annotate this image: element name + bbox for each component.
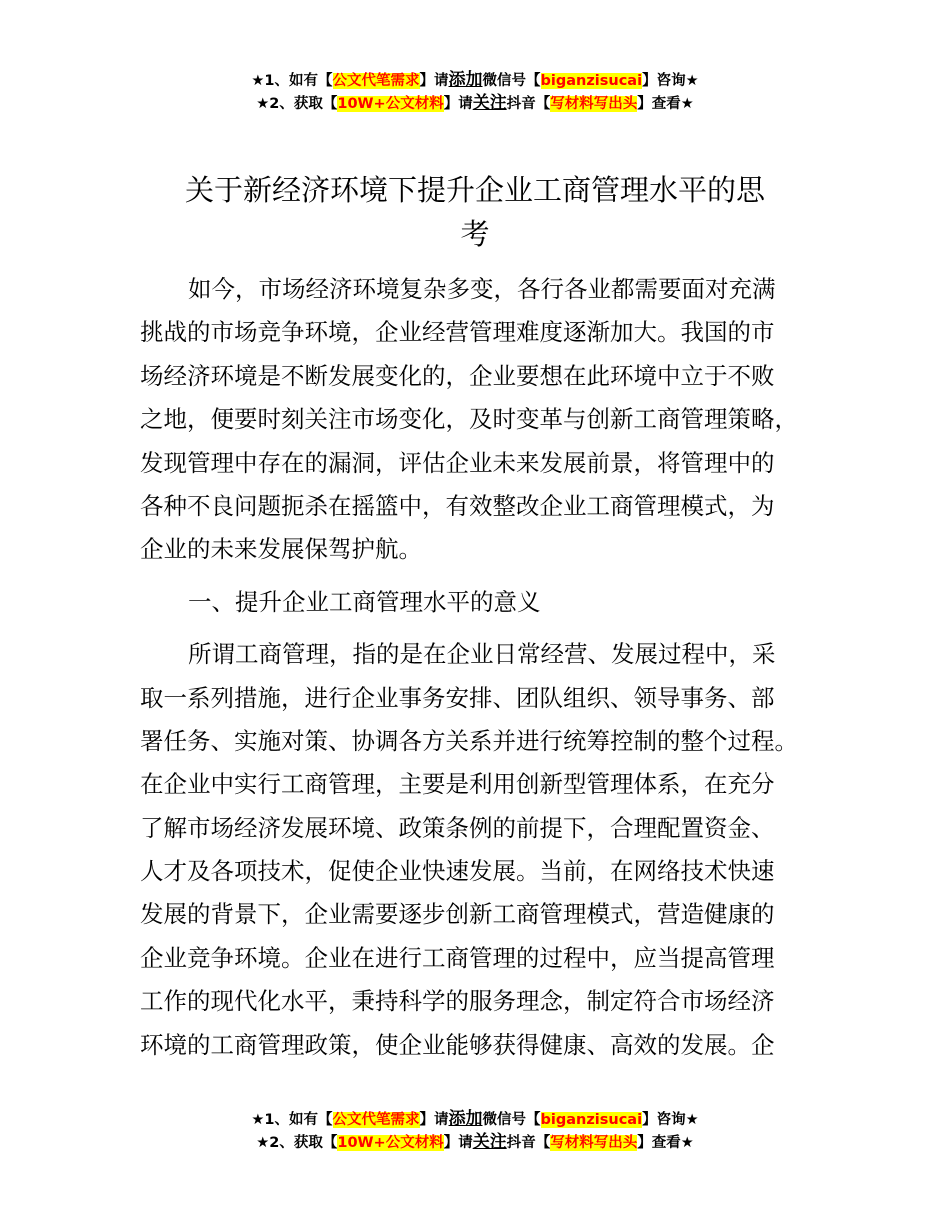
banner-text: 】咨询★ xyxy=(642,1112,699,1128)
paragraph-line: 工作的现代化水平，秉持科学的服务理念，制定符合市场经济 xyxy=(140,987,775,1016)
paragraph-line: 了解市场经济发展环境、政策条例的前提下，合理配置资金、 xyxy=(140,813,775,842)
banner-text: 】请 xyxy=(419,73,449,89)
paragraph-line: 发现管理中存在的漏洞，评估企业未来发展前景，将管理中的 xyxy=(140,448,775,477)
banner-line2 xyxy=(0,1131,950,1154)
underlined-text: 关注 xyxy=(472,1132,507,1152)
banner-text: ★1、如有【 xyxy=(251,73,333,89)
paragraph-line: 场经济环境是不断发展变化的，企业要想在此环境中立于不败 xyxy=(140,361,775,390)
banner-text: ★1、如有【 xyxy=(251,1112,333,1128)
banner-text: 】请 xyxy=(443,1135,473,1151)
title-line: 关于新经济环境下提升企业工商管理水平的思 xyxy=(184,173,765,207)
highlight-text: biganzisucai xyxy=(540,73,643,89)
banner-text: 】咨询★ xyxy=(642,73,699,89)
highlight-text: 10W+公文材料 xyxy=(337,96,444,112)
banner-text: 抖音【 xyxy=(506,96,551,112)
paragraph-line: 企业的未来发展保驾护航。 xyxy=(140,535,422,564)
banner-line1 xyxy=(0,69,950,92)
banner-text: 抖音【 xyxy=(506,1135,551,1151)
banner-text: 微信号【 xyxy=(482,73,541,89)
highlight-text: 写材料写出头 xyxy=(550,1135,638,1151)
banner-content xyxy=(0,1108,950,1154)
paragraph-line: 取一系列措施，进行企业事务安排、团队组织、领导事务、部 xyxy=(140,683,775,712)
paragraph-line: 挑战的市场竞争环境，企业经营管理难度逐渐加大。我国的市 xyxy=(140,318,775,347)
underlined-text: 关注 xyxy=(472,93,507,113)
paragraph-line: 发展的背景下，企业需要逐步创新工商管理模式，营造健康的 xyxy=(140,900,775,929)
paragraph-line: 环境的工商管理政策，使企业能够获得健康、高效的发展。企 xyxy=(140,1030,775,1059)
underlined-text: 添加 xyxy=(448,1109,483,1129)
banner-line1 xyxy=(0,1108,950,1131)
paragraph-line: 所谓工商管理，指的是在企业日常经营、发展过程中，采 xyxy=(188,640,776,669)
highlight-text: 写材料写出头 xyxy=(550,96,638,112)
banner-text: 】请 xyxy=(419,1112,449,1128)
paragraph-line: 各种不良问题扼杀在摇篮中，有效整改企业工商管理模式，为 xyxy=(140,491,775,520)
highlight-text: biganzisucai xyxy=(540,1112,643,1128)
highlight-text: 公文代笔需求 xyxy=(332,1112,420,1128)
banner-text: 】查看★ xyxy=(637,1135,694,1151)
banner-text: ★2、获取【 xyxy=(256,96,338,112)
banner-line2 xyxy=(0,92,950,115)
paragraph-line: 人才及各项技术，促使企业快速发展。当前，在网络技术快速 xyxy=(140,857,775,886)
banner-text: 】查看★ xyxy=(637,96,694,112)
title-line: 考 xyxy=(460,217,490,251)
banner-content xyxy=(0,69,950,115)
document-title xyxy=(130,168,820,256)
banner-text: 】请 xyxy=(443,96,473,112)
paragraph-line: 企业竞争环境。企业在进行工商管理的过程中，应当提高管理 xyxy=(140,943,775,972)
footer-banner xyxy=(0,1108,950,1154)
highlight-text: 10W+公文材料 xyxy=(337,1135,444,1151)
document-body xyxy=(140,268,840,1067)
paragraph-line: 如今，市场经济环境复杂多变，各行各业都需要面对充满 xyxy=(188,275,776,303)
highlight-text: 公文代笔需求 xyxy=(332,73,420,89)
banner-text: ★2、获取【 xyxy=(256,1135,338,1151)
section-heading: 一、提升企业工商管理水平的意义 xyxy=(188,587,541,616)
paragraph-line: 署任务、实施对策、协调各方关系并进行统筹控制的整个过程。 xyxy=(140,726,798,755)
paragraph-line: 在企业中实行工商管理，主要是利用创新型管理体系，在充分 xyxy=(140,770,775,799)
paragraph-line: 之地，便要时刻关注市场变化，及时变革与创新工商管理策略， xyxy=(140,405,798,434)
underlined-text: 添加 xyxy=(448,70,483,90)
banner-text: 微信号【 xyxy=(482,1112,541,1128)
header-banner xyxy=(0,69,950,115)
